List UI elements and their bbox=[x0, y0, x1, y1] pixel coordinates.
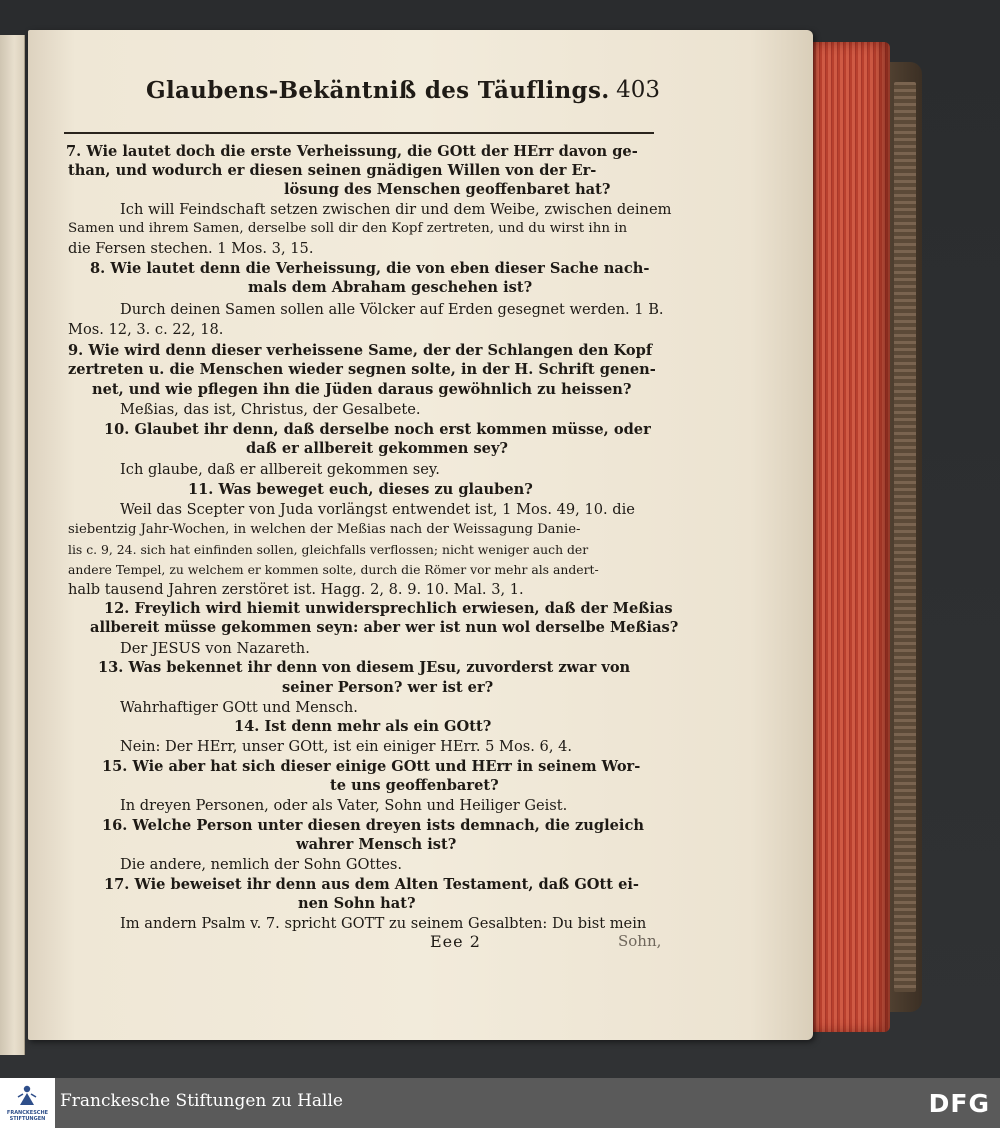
text-line: zertreten u. die Menschen wieder segnen solte, in der H. Schrift genen- bbox=[68, 361, 656, 378]
running-title: Glaubens-Bekäntniß des Täuflings. bbox=[146, 77, 610, 104]
logo-text: FRANCKESCHE STIFTUNGEN bbox=[6, 1110, 49, 1122]
page-number: 403 bbox=[616, 77, 660, 103]
text-line: andere Tempel, zu welchem er kommen solte, durch die Römer vor mehr als andert- bbox=[68, 562, 599, 577]
dfg-logo[interactable]: DFG bbox=[928, 1089, 990, 1118]
institution-name[interactable]: Franckesche Stiftungen zu Halle bbox=[60, 1091, 343, 1111]
header-rule bbox=[64, 132, 654, 134]
text-line: Ich glaube, daß er allbereit gekommen sey. bbox=[120, 461, 440, 478]
institution-logo[interactable] bbox=[0, 1078, 55, 1128]
text-line: 13. Was bekennet ihr denn von diesem JEsu, zuvorderst zwar von bbox=[98, 659, 631, 676]
text-line: Ich will Feindschaft setzen zwischen dir und dem Weibe, zwischen deinem bbox=[120, 201, 672, 218]
text-line: Durch deinen Samen sollen alle Völcker auf Erden gesegnet werden. 1 B. bbox=[120, 301, 664, 318]
text-line: allbereit müsse gekommen seyn: aber wer ist nun wol derselbe Meßias? bbox=[90, 619, 679, 636]
catchword: Sohn, bbox=[618, 932, 662, 950]
text-line: nen Sohn hat? bbox=[298, 895, 416, 912]
text-line: die Fersen stechen. 1 Mos. 3, 15. bbox=[68, 240, 314, 257]
text-line: 16. Welche Person unter diesen dreyen ists demnach, die zugleich bbox=[102, 817, 644, 834]
text-line: net, und wie pflegen ihn die Jüden daraus gewöhnlich zu heissen? bbox=[92, 381, 632, 398]
text-line: Wahrhaftiger GOtt und Mensch. bbox=[120, 699, 358, 716]
text-line: daß er allbereit gekommen sey? bbox=[246, 440, 508, 457]
page-header bbox=[140, 75, 660, 119]
text-line: lösung des Menschen geoffenbaret hat? bbox=[284, 181, 611, 198]
text-line: lis c. 9, 24. sich hat einfinden sollen, gleichfalls verflossen; nicht weniger auch der bbox=[68, 542, 589, 557]
previous-page-edge bbox=[0, 35, 25, 1055]
text-line: siebentzig Jahr-Wochen, in welchen der Meßias nach der Weissagung Danie- bbox=[68, 522, 581, 537]
text-line: 7. Wie lautet doch die erste Verheissung, die GOtt der HErr davon ge- bbox=[66, 143, 638, 160]
text-line: than, und wodurch er diesen seinen gnädigen Willen von der Er- bbox=[68, 162, 597, 179]
text-line: wahrer Mensch ist? bbox=[296, 836, 457, 853]
text-line: Im andern Psalm v. 7. spricht GOTT zu seinem Gesalbten: Du bist mein bbox=[120, 915, 647, 932]
footer-banner bbox=[0, 1078, 1000, 1128]
text-line: halb tausend Jahren zerstöret ist. Hagg. 2, 8. 9. 10. Mal. 3, 1. bbox=[68, 581, 524, 598]
text-line: Samen und ihrem Samen, derselbe soll dir den Kopf zertreten, und du wirst ihn in bbox=[68, 221, 628, 236]
text-line: Mos. 12, 3. c. 22, 18. bbox=[68, 321, 224, 338]
text-line: 10. Glaubet ihr denn, daß derselbe noch erst kommen müsse, oder bbox=[104, 421, 651, 438]
text-line: mals dem Abraham geschehen ist? bbox=[248, 279, 533, 296]
text-line: 11. Was beweget euch, dieses zu glauben? bbox=[188, 481, 533, 498]
text-line: 8. Wie lautet denn die Verheissung, die von eben dieser Sache nach- bbox=[90, 260, 650, 277]
text-line: 9. Wie wird denn dieser verheissene Same, der der Schlangen den Kopf bbox=[68, 342, 653, 359]
text-line: 14. Ist denn mehr als ein GOtt? bbox=[234, 718, 492, 735]
text-line: 17. Wie beweiset ihr denn aus dem Alten Testament, daß GOtt ei- bbox=[104, 876, 639, 893]
text-line: 12. Freylich wird hiemit unwidersprechlich erwiesen, daß der Meßias bbox=[104, 600, 673, 617]
text-line: seiner Person? wer ist er? bbox=[282, 679, 494, 696]
signature-mark: Eee 2 bbox=[430, 932, 481, 951]
text-line: te uns geoffenbaret? bbox=[330, 777, 499, 794]
text-line: 15. Wie aber hat sich dieser einige GOtt und HErr in seinem Wor- bbox=[102, 758, 641, 775]
text-line: In dreyen Personen, oder als Vater, Sohn und Heiliger Geist. bbox=[120, 797, 568, 814]
text-line: Der JESUS von Nazareth. bbox=[120, 640, 310, 657]
orphanage-emblem-icon bbox=[17, 1084, 37, 1106]
text-line: Weil das Scepter von Juda vorlängst entwendet ist, 1 Mos. 49, 10. die bbox=[120, 501, 635, 518]
text-line: Meßias, das ist, Christus, der Gesalbete. bbox=[120, 401, 421, 418]
text-line: Die andere, nemlich der Sohn GOttes. bbox=[120, 856, 402, 873]
text-line: Nein: Der HErr, unser GOtt, ist ein einiger HErr. 5 Mos. 6, 4. bbox=[120, 738, 573, 755]
